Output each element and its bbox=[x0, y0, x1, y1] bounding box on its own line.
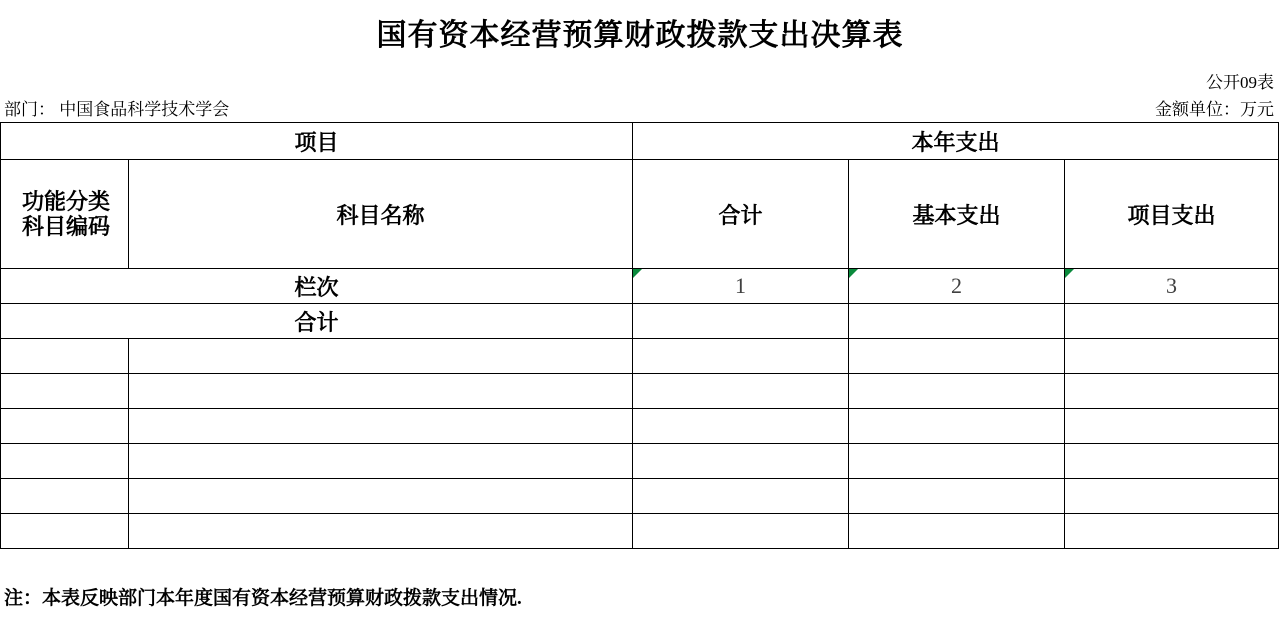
sheet-number: 公开09表 bbox=[1206, 73, 1274, 92]
cell-basic bbox=[849, 374, 1065, 409]
total-row-total bbox=[633, 304, 849, 339]
amount-unit: 金额单位：万元 bbox=[1155, 100, 1274, 119]
cell-total bbox=[633, 444, 849, 479]
group-header-item: 项目 bbox=[1, 123, 633, 160]
cell-subject-name bbox=[129, 339, 633, 374]
cell-total bbox=[633, 339, 849, 374]
cell-basic bbox=[849, 339, 1065, 374]
cell-function-code bbox=[1, 374, 129, 409]
cell-subject-name bbox=[129, 374, 633, 409]
cell-subject-name bbox=[129, 444, 633, 479]
cell-project bbox=[1065, 479, 1279, 514]
cell-subject-name bbox=[129, 409, 633, 444]
table-row bbox=[1, 409, 1279, 444]
cell-project bbox=[1065, 409, 1279, 444]
total-row-project bbox=[1065, 304, 1279, 339]
group-header-current-year: 本年支出 bbox=[633, 123, 1279, 160]
column-number-1: 1 bbox=[633, 269, 849, 304]
cell-function-code bbox=[1, 339, 129, 374]
cell-total bbox=[633, 374, 849, 409]
department-info bbox=[4, 95, 229, 120]
cell-project bbox=[1065, 374, 1279, 409]
table-row bbox=[1, 339, 1279, 374]
column-header-basic-expenditure: 基本支出 bbox=[849, 160, 1065, 269]
function-code-line1: 功能分类 bbox=[21, 188, 110, 214]
cell-total bbox=[633, 514, 849, 549]
cell-total bbox=[633, 479, 849, 514]
cell-function-code bbox=[1, 514, 129, 549]
meta-row bbox=[0, 95, 1280, 119]
table-total-row bbox=[1, 304, 1279, 339]
function-code-line2: 科目编码 bbox=[21, 214, 110, 239]
table-column-header-row bbox=[1, 160, 1279, 269]
cell-basic bbox=[849, 409, 1065, 444]
cell-function-code bbox=[1, 444, 129, 479]
column-header-function-code bbox=[1, 160, 129, 269]
table-note: 注：本表反映部门本年度国有资本经营预算财政拨款支出情况. bbox=[4, 588, 522, 609]
budget-table bbox=[0, 122, 1279, 549]
cell-project bbox=[1065, 444, 1279, 479]
document-page bbox=[0, 10, 1280, 627]
table-group-header-row bbox=[1, 123, 1279, 160]
cell-basic bbox=[849, 444, 1065, 479]
table-row bbox=[1, 479, 1279, 514]
department-label: 部门： bbox=[4, 100, 55, 119]
cell-project bbox=[1065, 514, 1279, 549]
column-number-label: 栏次 bbox=[1, 269, 633, 304]
cell-project bbox=[1065, 339, 1279, 374]
cell-total bbox=[633, 409, 849, 444]
column-number-3: 3 bbox=[1065, 269, 1279, 304]
cell-basic bbox=[849, 479, 1065, 514]
department-name: 中国食品科学技术学会 bbox=[59, 100, 230, 119]
total-row-label: 合计 bbox=[1, 304, 633, 339]
table-row bbox=[1, 514, 1279, 549]
cell-subject-name bbox=[129, 514, 633, 549]
cell-basic bbox=[849, 514, 1065, 549]
page-title: 国有资本经营预算财政拨款支出决算表 bbox=[376, 19, 904, 52]
cell-function-code bbox=[1, 479, 129, 514]
column-header-total: 合计 bbox=[633, 160, 849, 269]
table-row bbox=[1, 444, 1279, 479]
cell-subject-name bbox=[129, 479, 633, 514]
column-number-2: 2 bbox=[849, 269, 1065, 304]
cell-function-code bbox=[1, 409, 129, 444]
total-row-basic bbox=[849, 304, 1065, 339]
column-header-project-expenditure: 项目支出 bbox=[1065, 160, 1279, 269]
table-column-number-row bbox=[1, 269, 1279, 304]
column-header-subject-name: 科目名称 bbox=[129, 160, 633, 269]
table-row bbox=[1, 374, 1279, 409]
